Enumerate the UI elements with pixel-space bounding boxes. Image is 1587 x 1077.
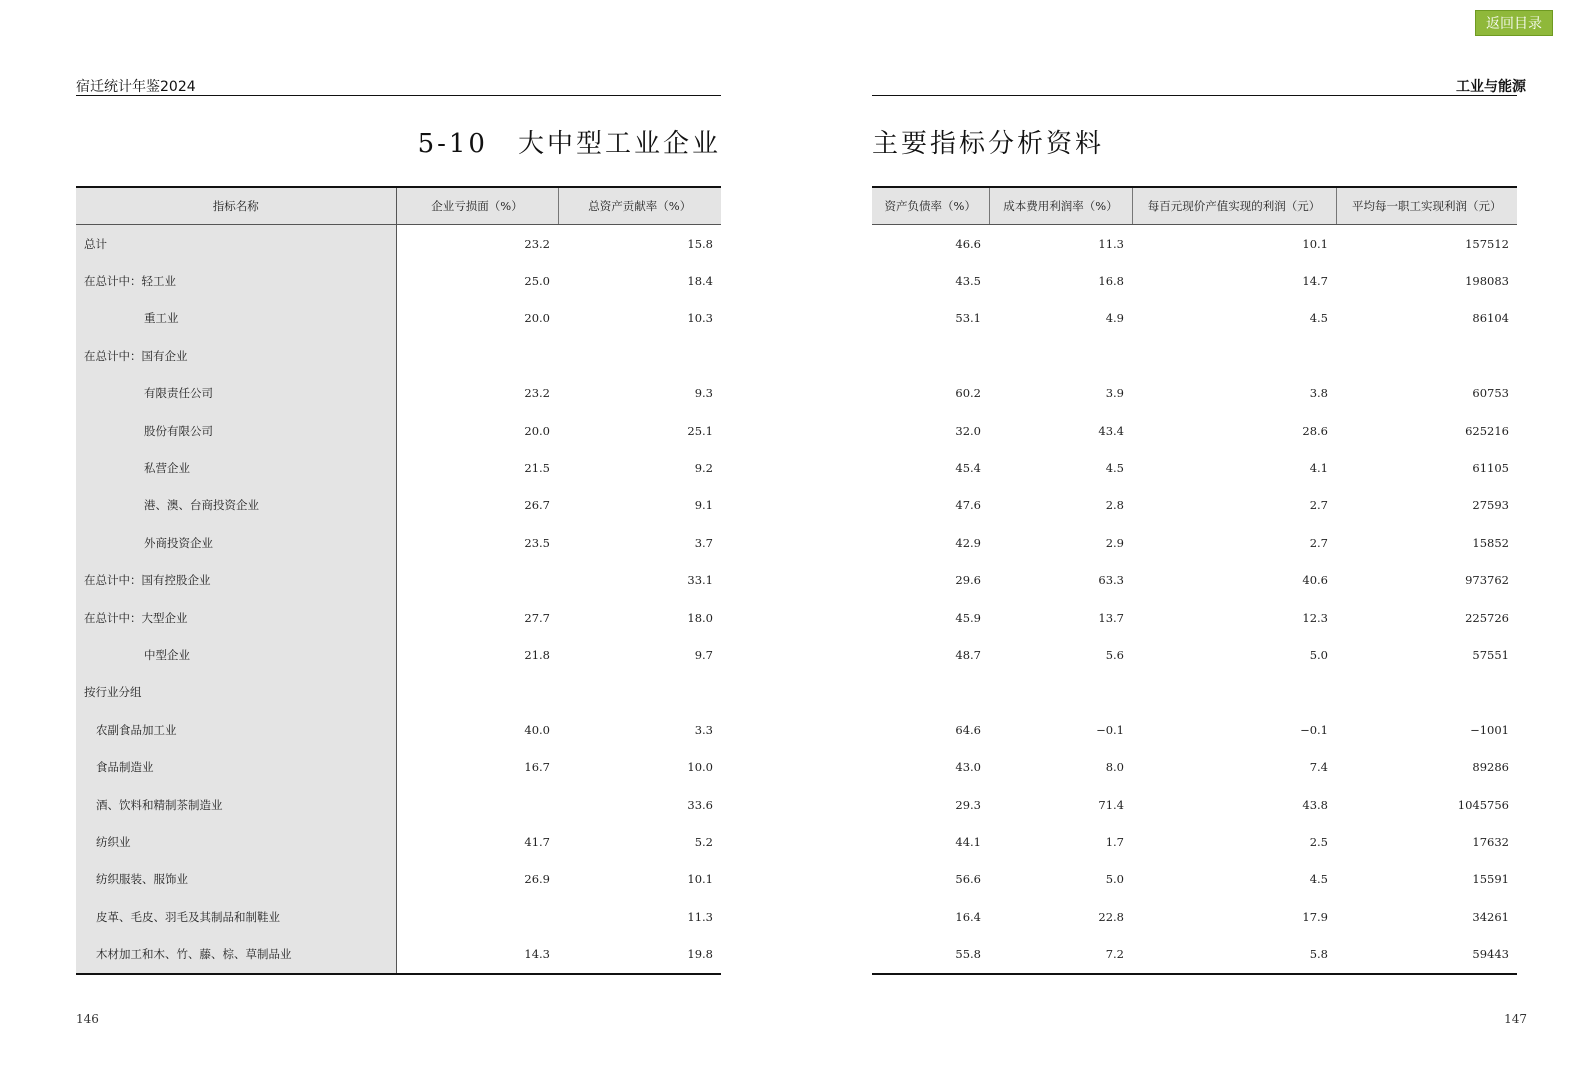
asset-contribution-cell: 9.1: [694, 498, 713, 513]
cost-profit-cell: 7.2: [1105, 947, 1124, 962]
cost-profit-cell: 13.7: [1098, 610, 1124, 625]
asset-contribution-cell: 15.8: [687, 236, 713, 251]
profit-per-100-cell: 28.6: [1302, 423, 1328, 438]
profit-per-worker-cell: 61105: [1472, 461, 1509, 476]
row-name-cell: 在总计中：轻工业: [76, 262, 396, 299]
debt-ratio-cell: 64.6: [955, 722, 981, 737]
table-row: [76, 524, 721, 561]
asset-contribution-cell: 33.6: [687, 797, 713, 812]
table-row: [872, 337, 1517, 374]
table-row: [76, 898, 721, 935]
row-name-cell: 在总计中：大型企业: [76, 599, 396, 636]
col-header-name: 指标名称: [76, 187, 396, 225]
table-row: [76, 674, 721, 711]
asset-contribution-cell: [558, 337, 721, 374]
debt-ratio-cell: 43.5: [955, 274, 981, 289]
debt-ratio-cell: 43.0: [955, 760, 981, 775]
table-row: [76, 300, 721, 337]
table-row: [872, 711, 1517, 748]
loss-ratio-cell: 23.2: [524, 236, 550, 251]
profit-per-100-cell: [1132, 674, 1336, 711]
debt-ratio-cell: 32.0: [955, 423, 981, 438]
profit-per-100-cell: −0.1: [1300, 722, 1328, 737]
loss-ratio-cell: [396, 674, 558, 711]
asset-contribution-cell: 18.0: [687, 610, 713, 625]
asset-contribution-cell: 11.3: [687, 909, 713, 924]
profit-per-worker-cell: [1336, 337, 1517, 374]
debt-ratio-cell: 16.4: [955, 909, 981, 924]
profit-per-100-cell: 2.5: [1309, 834, 1328, 849]
cost-profit-cell: 1.7: [1105, 834, 1124, 849]
asset-contribution-cell: 10.1: [687, 872, 713, 887]
profit-per-worker-cell: 60753: [1472, 386, 1509, 401]
table-row: [872, 524, 1517, 561]
asset-contribution-cell: 25.1: [687, 423, 713, 438]
cost-profit-cell: −0.1: [1096, 722, 1124, 737]
cost-profit-cell: 22.8: [1098, 909, 1124, 924]
profit-per-worker-cell: 157512: [1465, 236, 1509, 251]
cost-profit-cell: [989, 674, 1132, 711]
debt-ratio-cell: 45.4: [955, 461, 981, 476]
asset-contribution-cell: 19.8: [687, 947, 713, 962]
table-row: [872, 449, 1517, 486]
table-row: [76, 225, 721, 263]
profit-per-100-cell: 40.6: [1302, 573, 1328, 588]
cost-profit-cell: 71.4: [1098, 797, 1124, 812]
profit-per-100-cell: 4.5: [1309, 872, 1328, 887]
stats-table-left: [76, 186, 721, 975]
loss-ratio-cell: 23.2: [524, 386, 550, 401]
cost-profit-cell: 63.3: [1098, 573, 1124, 588]
loss-ratio-cell: 21.8: [524, 647, 550, 662]
loss-ratio-cell: [396, 898, 558, 935]
profit-per-worker-cell: 89286: [1472, 760, 1509, 775]
col-header-debt-ratio: 资产负债率（%）: [872, 187, 989, 225]
table-row: [872, 562, 1517, 599]
table-row: [872, 898, 1517, 935]
table-row: [872, 599, 1517, 636]
table-title-right: 主要指标分析资料: [872, 129, 1105, 159]
row-name-cell: 有限责任公司: [76, 375, 396, 412]
profit-per-worker-cell: [1336, 674, 1517, 711]
row-name-cell: 私营企业: [76, 449, 396, 486]
profit-per-100-cell: 3.8: [1309, 386, 1328, 401]
row-name-cell: 木材加工和木、竹、藤、棕、草制品业: [76, 935, 396, 973]
loss-ratio-cell: 23.5: [524, 535, 550, 550]
debt-ratio-cell: [872, 674, 989, 711]
cost-profit-cell: 5.0: [1105, 872, 1124, 887]
loss-ratio-cell: 40.0: [524, 722, 550, 737]
profit-per-100-cell: 2.7: [1309, 498, 1328, 513]
loss-ratio-cell: 16.7: [524, 760, 550, 775]
profit-per-worker-cell: 973762: [1465, 573, 1509, 588]
debt-ratio-cell: 48.7: [955, 647, 981, 662]
debt-ratio-cell: 60.2: [955, 386, 981, 401]
cost-profit-cell: 16.8: [1098, 274, 1124, 289]
page-number-left: 146: [76, 1012, 99, 1026]
table-title-left: [418, 123, 721, 160]
profit-per-worker-cell: 57551: [1472, 647, 1509, 662]
profit-per-worker-cell: 15591: [1472, 872, 1509, 887]
table-row: [76, 748, 721, 785]
table-row: [872, 412, 1517, 449]
profit-per-worker-cell: 17632: [1472, 834, 1509, 849]
profit-per-100-cell: 7.4: [1309, 760, 1328, 775]
table-row: [76, 599, 721, 636]
table-row: [872, 487, 1517, 524]
asset-contribution-cell: 33.1: [687, 573, 713, 588]
cost-profit-cell: 2.8: [1105, 498, 1124, 513]
cost-profit-cell: 3.9: [1105, 386, 1124, 401]
asset-contribution-cell: 9.3: [694, 386, 713, 401]
table-row: [872, 786, 1517, 823]
table-row: [872, 861, 1517, 898]
profit-per-worker-cell: 1045756: [1457, 797, 1509, 812]
table-row: [76, 412, 721, 449]
debt-ratio-cell: [872, 337, 989, 374]
row-name-cell: 纺织服装、服饰业: [76, 861, 396, 898]
loss-ratio-cell: [396, 786, 558, 823]
row-name-cell: 总计: [76, 225, 396, 263]
table-row: [872, 375, 1517, 412]
profit-per-100-cell: 17.9: [1302, 909, 1328, 924]
table-row: [76, 935, 721, 973]
profit-per-100-cell: [1132, 337, 1336, 374]
header-rule-right: [872, 95, 1517, 96]
cost-profit-cell: 4.5: [1105, 461, 1124, 476]
table-row: [872, 262, 1517, 299]
profit-per-100-cell: 14.7: [1302, 274, 1328, 289]
loss-ratio-cell: 20.0: [524, 423, 550, 438]
debt-ratio-cell: 44.1: [955, 834, 981, 849]
table-header-row: [76, 187, 721, 225]
table-row: [76, 562, 721, 599]
profit-per-100-cell: 2.7: [1309, 535, 1328, 550]
asset-contribution-cell: 3.3: [694, 722, 713, 737]
profit-per-100-cell: 4.5: [1309, 311, 1328, 326]
cost-profit-cell: 2.9: [1105, 535, 1124, 550]
profit-per-worker-cell: 15852: [1472, 535, 1509, 550]
table-row: [76, 636, 721, 673]
col-header-profit-per-worker: 平均每一职工实现利润（元）: [1336, 187, 1517, 225]
back-to-contents-button[interactable]: 返回目录: [1475, 10, 1553, 36]
table-row: [872, 674, 1517, 711]
row-name-cell: 中型企业: [76, 636, 396, 673]
debt-ratio-cell: 42.9: [955, 535, 981, 550]
table-row: [872, 636, 1517, 673]
profit-per-worker-cell: 27593: [1472, 498, 1509, 513]
col-header-asset-contribution: 总资产贡献率（%）: [558, 187, 721, 225]
debt-ratio-cell: 55.8: [955, 947, 981, 962]
col-header-cost-profit: 成本费用利润率（%）: [989, 187, 1132, 225]
row-name-cell: 皮革、毛皮、羽毛及其制品和制鞋业: [76, 898, 396, 935]
table-row: [76, 337, 721, 374]
table-row: [76, 861, 721, 898]
loss-ratio-cell: [396, 562, 558, 599]
table-row: [872, 225, 1517, 263]
debt-ratio-cell: 47.6: [955, 498, 981, 513]
table-row: [872, 748, 1517, 785]
row-name-cell: 酒、饮料和精制茶制造业: [76, 786, 396, 823]
profit-per-worker-cell: 198083: [1465, 274, 1509, 289]
header-rule-left: [76, 95, 721, 96]
table-row: [872, 300, 1517, 337]
cost-profit-cell: [989, 337, 1132, 374]
table-number: 5-10: [417, 129, 488, 159]
profit-per-worker-cell: 59443: [1472, 947, 1509, 962]
cost-profit-cell: 11.3: [1098, 236, 1124, 251]
page-number-right: 147: [1504, 1012, 1527, 1026]
loss-ratio-cell: 20.0: [524, 311, 550, 326]
stats-table-right: [872, 186, 1517, 975]
profit-per-100-cell: 5.0: [1309, 647, 1328, 662]
row-name-cell: 农副食品加工业: [76, 711, 396, 748]
loss-ratio-cell: [396, 337, 558, 374]
asset-contribution-cell: 9.7: [694, 647, 713, 662]
loss-ratio-cell: 21.5: [524, 461, 550, 476]
debt-ratio-cell: 53.1: [955, 311, 981, 326]
asset-contribution-cell: 10.0: [687, 760, 713, 775]
cost-profit-cell: 5.6: [1105, 647, 1124, 662]
table-row: [76, 262, 721, 299]
table-row: [76, 786, 721, 823]
loss-ratio-cell: 25.0: [524, 274, 550, 289]
profit-per-worker-cell: 225726: [1465, 610, 1509, 625]
table-row: [872, 935, 1517, 973]
table-title-part1: 大中型工业企业: [517, 129, 721, 159]
loss-ratio-cell: 26.7: [524, 498, 550, 513]
table-header-row: [872, 187, 1517, 225]
asset-contribution-cell: 3.7: [694, 535, 713, 550]
book-title: 宿迁统计年鉴2024: [76, 79, 196, 95]
col-header-profit-per-100: 每百元现价产值实现的利润（元）: [1132, 187, 1336, 225]
row-name-cell: 在总计中：国有控股企业: [76, 562, 396, 599]
debt-ratio-cell: 46.6: [955, 236, 981, 251]
cost-profit-cell: 8.0: [1105, 760, 1124, 775]
section-title: 工业与能源: [1456, 79, 1526, 95]
profit-per-worker-cell: 34261: [1472, 909, 1509, 924]
table-row: [76, 711, 721, 748]
profit-per-worker-cell: −1001: [1470, 722, 1509, 737]
row-name-cell: 纺织业: [76, 823, 396, 860]
table-row: [76, 487, 721, 524]
col-header-loss-ratio: 企业亏损面（%）: [396, 187, 558, 225]
loss-ratio-cell: 27.7: [524, 610, 550, 625]
debt-ratio-cell: 29.3: [955, 797, 981, 812]
row-name-cell: 食品制造业: [76, 748, 396, 785]
row-name-cell: 股份有限公司: [76, 412, 396, 449]
row-name-cell: 外商投资企业: [76, 524, 396, 561]
row-name-cell: 在总计中：国有企业: [76, 337, 396, 374]
profit-per-100-cell: 12.3: [1302, 610, 1328, 625]
asset-contribution-cell: 5.2: [694, 834, 713, 849]
profit-per-100-cell: 43.8: [1302, 797, 1328, 812]
loss-ratio-cell: 26.9: [524, 872, 550, 887]
profit-per-100-cell: 4.1: [1309, 461, 1328, 476]
table-row: [76, 449, 721, 486]
profit-per-worker-cell: 625216: [1465, 423, 1509, 438]
cost-profit-cell: 43.4: [1098, 423, 1124, 438]
table-row: [872, 823, 1517, 860]
cost-profit-cell: 4.9: [1105, 311, 1124, 326]
asset-contribution-cell: [558, 674, 721, 711]
row-name-cell: 重工业: [76, 300, 396, 337]
debt-ratio-cell: 56.6: [955, 872, 981, 887]
loss-ratio-cell: 14.3: [524, 947, 550, 962]
asset-contribution-cell: 18.4: [687, 274, 713, 289]
debt-ratio-cell: 29.6: [955, 573, 981, 588]
profit-per-100-cell: 5.8: [1309, 947, 1328, 962]
profit-per-100-cell: 10.1: [1302, 236, 1328, 251]
profit-per-worker-cell: 86104: [1472, 311, 1509, 326]
row-name-cell: 港、澳、台商投资企业: [76, 487, 396, 524]
row-name-cell: 按行业分组: [76, 674, 396, 711]
asset-contribution-cell: 9.2: [694, 461, 713, 476]
debt-ratio-cell: 45.9: [955, 610, 981, 625]
table-row: [76, 375, 721, 412]
loss-ratio-cell: 41.7: [524, 834, 550, 849]
table-row: [76, 823, 721, 860]
asset-contribution-cell: 10.3: [687, 311, 713, 326]
